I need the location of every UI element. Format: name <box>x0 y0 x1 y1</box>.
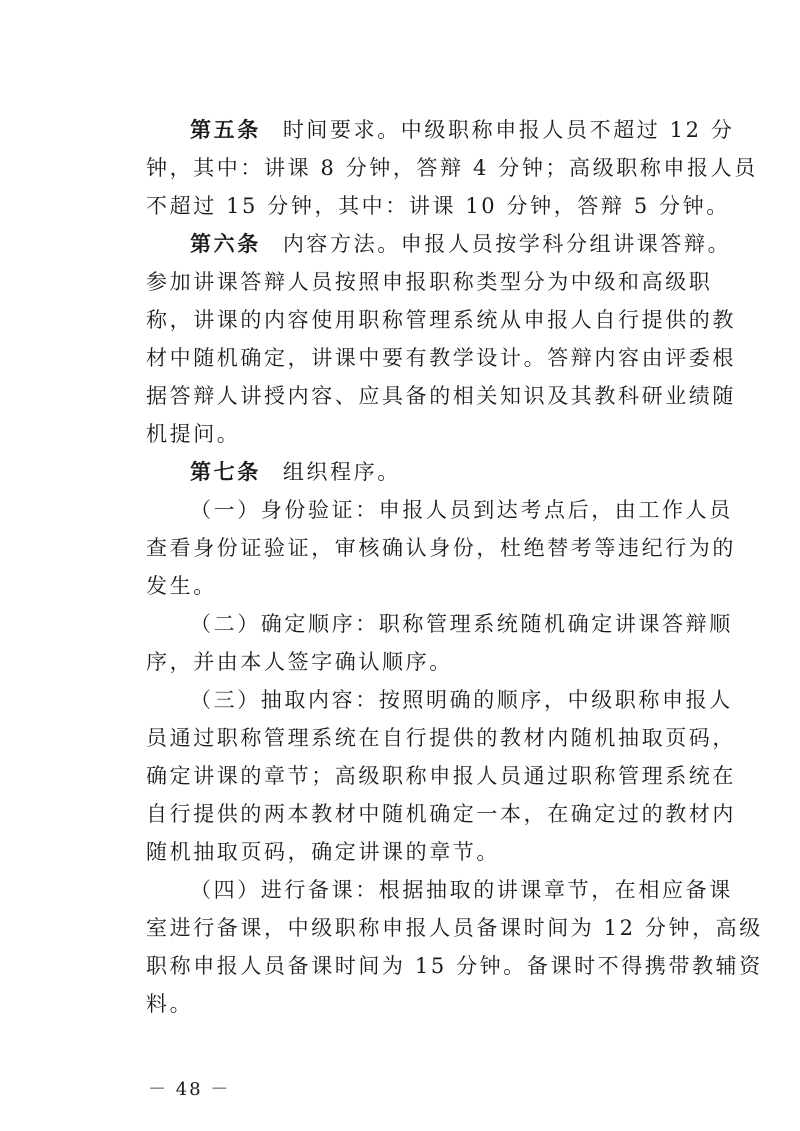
step3-line-5: 随机抽取页码，确定讲课的章节。 <box>146 840 500 864</box>
article7-heading: 第七条 <box>190 459 261 484</box>
step1-line-1: （一）身份验证：申报人员到达考点后，由工作人员 <box>190 498 733 522</box>
step3-line-1: （三）抽取内容：按照明确的顺序，中级职称申报人 <box>190 688 733 712</box>
article6-line-4: 材中随机确定，讲课中要有教学设计。答辩内容由评委根 <box>146 346 736 370</box>
step1-line-3: 发生。 <box>146 574 217 598</box>
step4-line-3: 职称申报人员备课时间为 15 分钟。备课时不得携带教辅资 <box>146 954 763 978</box>
article6-line-2: 参加讲课答辩人员按照申报职称类型分为中级和高级职 <box>146 270 713 294</box>
page-number: － 48 － <box>148 1079 231 1100</box>
article5-line-2: 钟，其中：讲课 8 分钟，答辩 4 分钟；高级职称申报人员 <box>146 156 758 180</box>
article7-line-1 <box>190 457 401 487</box>
step3-line-2: 员通过职称管理系统在自行提供的教材内随机抽取页码， <box>146 726 736 750</box>
step4-line-1: （四）进行备课：根据抽取的讲课章节，在相应备课 <box>190 878 733 902</box>
article5-text: 时间要求。中级职称申报人员不超过 12 分 <box>282 118 735 142</box>
article7-title: 组织程序。 <box>282 460 401 484</box>
step2-line-2: 序，并由本人签字确认顺序。 <box>146 650 453 674</box>
article5-heading: 第五条 <box>190 117 261 142</box>
article6-line-1 <box>190 229 731 259</box>
article5-line-1 <box>190 115 734 145</box>
step1-line-2: 查看身份证验证，审核确认身份，杜绝替考等违纪行为的 <box>146 536 736 560</box>
step3-line-3: 确定讲课的章节；高级职称申报人员通过职称管理系统在 <box>146 764 736 788</box>
article6-line-6: 机提问。 <box>146 422 241 446</box>
step2-line-1: （二）确定顺序：职称管理系统随机确定讲课答辩顺 <box>190 612 733 636</box>
article6-heading: 第六条 <box>190 231 261 256</box>
article6-text: 内容方法。申报人员按学科分组讲课答辩。 <box>282 232 732 256</box>
step4-line-2: 室进行备课，中级职称申报人员备课时间为 12 分钟，高级 <box>146 916 763 940</box>
article5-line-3: 不超过 15 分钟，其中：讲课 10 分钟，答辩 5 分钟。 <box>146 194 730 218</box>
step3-line-4: 自行提供的两本教材中随机确定一本，在确定过的教材内 <box>146 802 736 826</box>
article6-line-5: 据答辩人讲授内容、应具备的相关知识及其教科研业绩随 <box>146 384 736 408</box>
article6-line-3: 称，讲课的内容使用职称管理系统从申报人自行提供的教 <box>146 308 736 332</box>
step4-line-4: 料。 <box>146 992 194 1016</box>
